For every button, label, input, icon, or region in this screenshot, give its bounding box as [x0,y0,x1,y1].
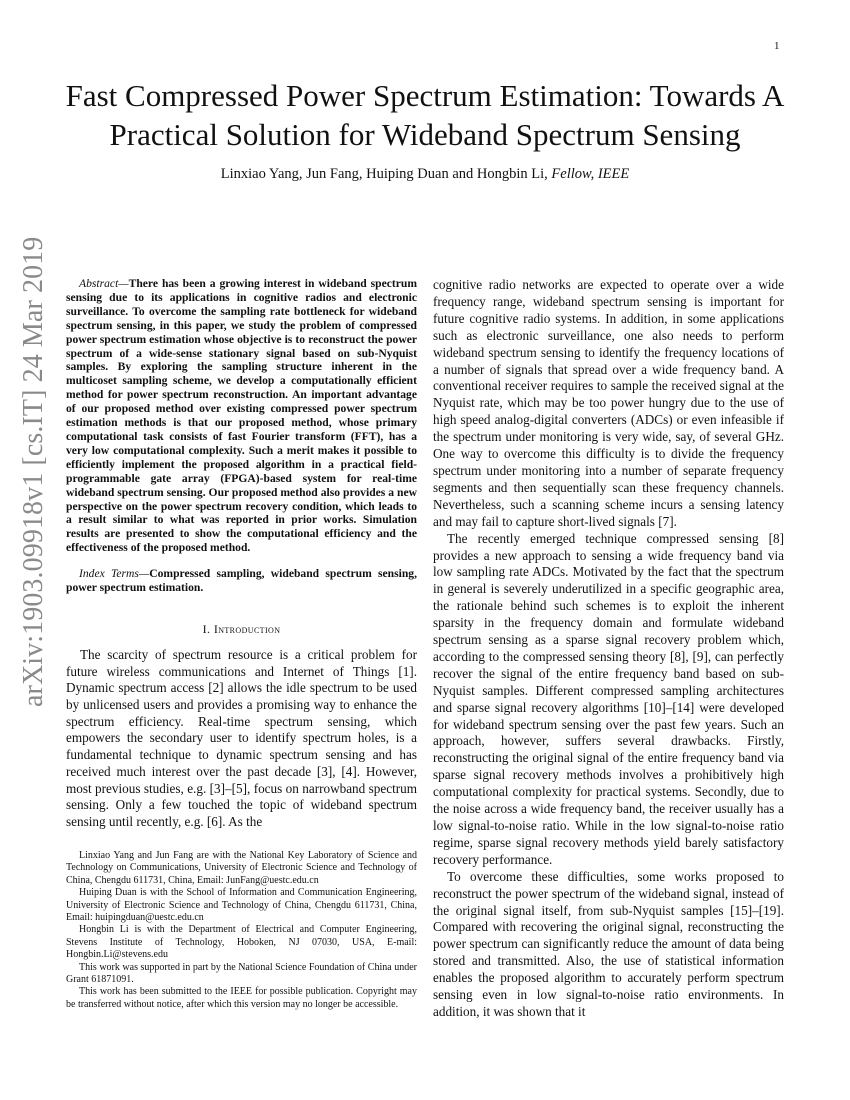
left-column [66,277,417,831]
section-name: Introduction [213,621,281,636]
body-paragraph: cognitive radio networks are expected to operate over a wide frequency range, wideband spectrum sensing is important for future cognitive radio systems. In addition, in some applications such as electronic surveillance, one also needs to perform wideband spectrum sensing to identify the frequency locations of a number of signals that spread over a wide frequency band. A conventional receiver requires to sample the received signal at the Nyquist rate, which may be too power hungry due to the use of high speed analog-digital converters (ADCs) or even infeasible if the spectrum under monitoring is very wide, say, of several GHz. One way to overcome this difficulty is to divide the frequency spectrum under monitoring into a number of separate frequency segments and then sequentially scan these frequency channels. Nevertheless, such a scanning scheme incurs a sensing latency and may fail to capture short-lived signals [7]. [433,277,784,529]
right-column [433,277,784,1021]
abstract-lead: Abstract— [79,277,129,290]
footnote: This work was supported in part by the National Science Foundation of China under Grant 61871091. [66,961,417,986]
index-terms [66,567,417,595]
paper-header [60,76,790,183]
page-number: 1 [774,40,780,52]
arxiv-identifier-stamp: arXiv:1903.09918v1 [cs.IT] 24 Mar 2019 [18,236,49,708]
intro-paragraph: The scarcity of spectrum resource is a critical problem for future wireless communications and Internet of Things [1]. Dynamic spectrum access [2] allows the idle spectrum to be used by unlicensed users and provides a promising way to enhance the spectrum efficiency. Real-time spectrum sensing, which empowers the secondary user to identify spectrum holes, is a fundamental technique to dynamic spectrum sensing and has received much interest over the past decade [3], [4]. However, most previous studies, e.g. [3]–[5], focus on narrowband spectrum sensing. Only a few touched the topic of wideband spectrum sensing until recently, e.g. [6]. As the [66,646,417,829]
body-paragraph: To overcome these difficulties, some works proposed to reconstruct the power spectrum of the wideband signal, instead of the original signal itself, from sub-Nyquist samples [15]–[19]. Compared with recovering the original signal, reconstructing the power spectrum can significantly reduce the amount of data being stored and transmitted. Also, the use of statistical information enables the proposed algorithm to accurately perform spectrum sensing even in low signal-to-noise ratio environments. In addition, it was shown that it [433,868,784,1019]
abstract-text: There has been a growing interest in wideband spectrum sensing due to its applications in cognitive radios and electronic surveillance. To overcome the sampling rate bottleneck for wideband spectrum sensing, in this paper, we study the problem of compressed power spectrum estimation whose objective is to reconstruct the power spectrum of a wide-sense stationary signal based on sub-Nyquist samples. By exploring the sampling structure inherent in the multicoset sampling scheme, we develop a computationally efficient method for power spectrum reconstruction. An important advantage of our proposed method over existing compressed power spectrum estimation methods is that our proposed method, whose primary computational task consists of fast Fourier transform (FFT), has a very low computational complexity. Such a merit makes it possible to efficiently implement the proposed algorithm in a practical field-programmable gate array (FPGA)-based system for real-time wideband spectrum sensing. Our proposed method also provides a new perspective on the power spectrum recovery condition, which leads to a result similar to what was reported in prior works. Simulation results are presented to show the computational efficiency and the effectiveness of the proposed method. [66,277,417,555]
abstract [66,277,417,555]
footnote: Huiping Duan is with the School of Information and Communication Engineering, University of Electronic Science and Technology of China, Chengdu 611731, China, Email: huipingduan@uestc.edu.cn [66,887,417,924]
body-paragraph: The recently emerged technique compressed sensing [8] provides a new approach to sensing a wide frequency band via low sampling rate ADCs. Motivated by the fact that the spectrum in general is severely underutilized in a specific geographic area, the rationale behind such schemes is to exploit the inherent sparsity in the frequency domain and formulate wideband spectrum sensing as a sparse signal recovery problem which, according to the compressed sensing theory [8], [9], can perfectly recover the signal of the entire frequency band based on sub-Nyquist samples. Different compressed sampling architectures and sparse signal recovery algorithms [10]–[14] were developed for wideband spectrum sensing over the past few years. Such an approach, however, suffers several drawbacks. Firstly, reconstructing the original signal of the entire frequency band via sparse signal recovery methods involves a prohibitively high computational complexity for practical systems. Secondly, due to the noise across a wide frequency band, the receiver usually has a low signal-to-noise ratio. While in the low signal-to-noise ratio regime, sparse signal recovery methods yield barely satisfactory recovery performance. [433,530,784,867]
author-names: Linxiao Yang, Jun Fang, Huiping Duan and Hongbin Li, [220,166,548,182]
footnote: Hongbin Li is with the Department of Electrical and Computer Engineering, Stevens Institute of Technology, Hoboken, NJ 07030, USA, E-mail: Hongbin.Li@stevens.edu [66,924,417,961]
section-numeral: I. [202,621,211,636]
index-terms-lead: Index Terms— [79,567,150,581]
footnote: This work has been submitted to the IEEE for possible publication. Copyright may be transferred without notice, after which this version may no longer be accessible. [66,986,417,1010]
footnote: Linxiao Yang and Jun Fang are with the National Key Laboratory of Science and Technology on Communications, University of Electronic Science and Technology of China, Chengdu 611731, China, Email: JunFang@uestc.edu.cn [66,850,417,886]
author-line [60,166,790,183]
footnotes [66,850,417,1011]
index-terms-text: Compressed sampling, wideband spectrum sensing, power spectrum estimation. [66,567,417,595]
section-heading [66,622,417,637]
paper-title: Fast Compressed Power Spectrum Estimation: Towards A Practical Solution for Wideband Spectrum Sensing [65,78,785,152]
author-affiliation: Fellow, IEEE [551,166,630,182]
